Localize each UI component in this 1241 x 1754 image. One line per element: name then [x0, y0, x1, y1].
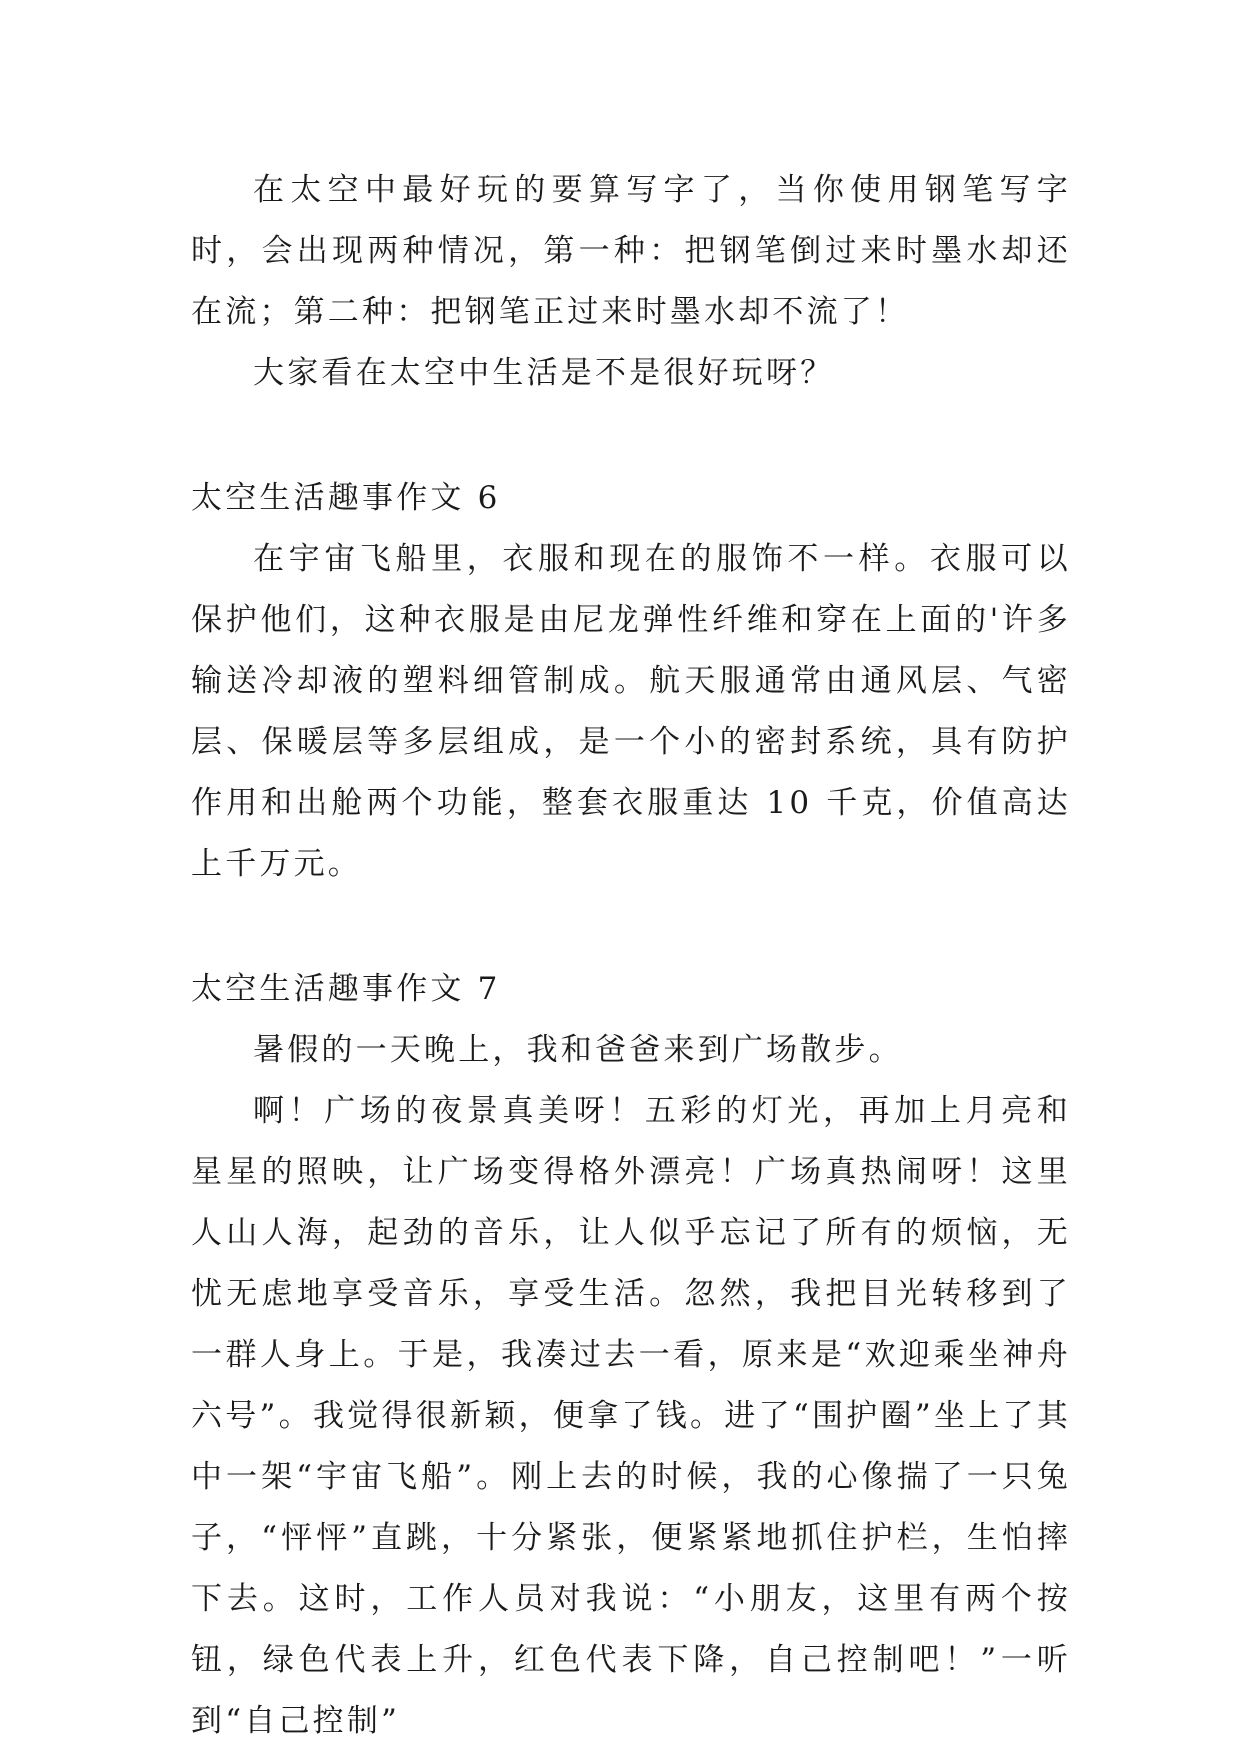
paragraph-summer-evening: 暑假的一天晚上，我和爸爸来到广场散步。: [253, 1032, 903, 1068]
section-heading-7: 太空生活趣事作文 7: [191, 971, 501, 1007]
paragraph-space-life-fun: 大家看在太空中生活是不是很好玩呀？: [253, 355, 835, 391]
paragraph-space-suit: 在宇宙飞船里，衣服和现在的服饰不一样。衣服可以保护他们，这种衣服是由尼龙弹性纤维和穿在上面的'许多输送冷却液的塑料细管制成。航天服通常由通风层、气密层、保暖层等多层组成，是一个小的密封系统，具有防护作用和出舱两个功能，整套衣服重达 10 千克，价值高达上千万元。: [191, 541, 1071, 882]
section-heading-6: 太空生活趣事作文 6: [191, 480, 501, 516]
paragraph-writing-in-space: 在太空中最好玩的要算写字了，当你使用钢笔写字时，会出现两种情况，第一种：把钢笔倒过来时墨水却还在流；第二种：把钢笔正过来时墨水却不流了！: [191, 172, 1071, 330]
document-body: [191, 160, 1071, 1752]
paragraph-square-night: 啊！广场的夜景真美呀！五彩的灯光，再加上月亮和星星的照映，让广场变得格外漂亮！广场真热闹呀！这里人山人海，起劲的音乐，让人似乎忘记了所有的烦恼，无忧无虑地享受音乐，享受生活。忽然，我把目光转移到了一群人身上。于是，我凑过去一看，原来是“欢迎乘坐神舟六号”。我觉得很新颖，便拿了钱。进了“围护圈”坐上了其中一架“宇宙飞船”。刚上去的时候，我的心像揣了一只兔子，“怦怦”直跳，十分紧张，便紧紧地抓住护栏，生怕摔下去。这时，工作人员对我说：“小朋友，这里有两个按钮，绿色代表上升，红色代表下降，自己控制吧！”一听到“自己控制”: [191, 1093, 1071, 1739]
